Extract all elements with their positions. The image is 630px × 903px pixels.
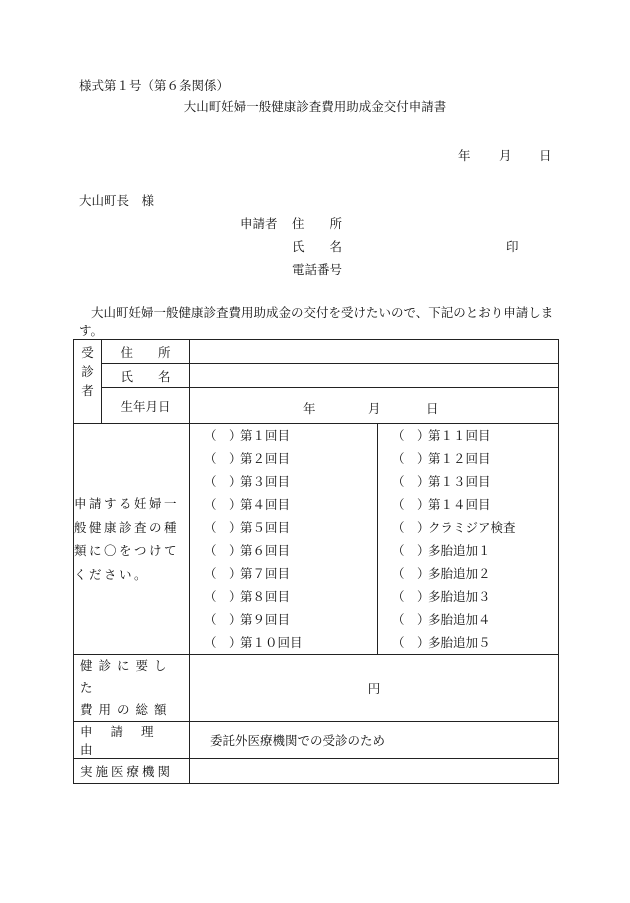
- total-cost-label-line: 健診に要した: [80, 658, 173, 695]
- exam-option[interactable]: [190, 631, 377, 654]
- exam-option[interactable]: [378, 562, 558, 585]
- exam-option-label: 多胎追加１: [428, 543, 491, 558]
- birthdate-month: 月: [368, 401, 381, 416]
- examinee-char: 診: [81, 364, 94, 379]
- exam-option-label: 第４回目: [240, 497, 291, 512]
- exam-option[interactable]: [190, 562, 377, 585]
- birthdate-label: 生年月日: [102, 388, 190, 424]
- reason-label: 申請理由: [74, 722, 190, 759]
- form-number: 様式第１号（第６条関係）: [79, 78, 230, 93]
- examinee-address-field[interactable]: [190, 340, 559, 364]
- exam-option[interactable]: [190, 516, 377, 539]
- checkbox-paren[interactable]: （ ）: [392, 451, 430, 466]
- exam-type-label-line: 申請する妊婦一: [74, 496, 180, 511]
- examinee-name-label: 氏 名: [102, 364, 190, 388]
- total-cost-field[interactable]: [190, 655, 559, 722]
- examinee-char: 受: [81, 345, 94, 360]
- intro-text: 大山町妊婦一般健康診査費用助成金の交付を受けたいので、下記のとおり申請します。: [79, 305, 554, 338]
- birthdate-year: 年: [303, 401, 316, 416]
- exam-option[interactable]: [378, 493, 558, 516]
- exam-type-label: [74, 424, 190, 655]
- applicant-phone-label: 電話番号: [292, 262, 343, 277]
- exam-option-label: 多胎追加３: [428, 589, 491, 604]
- exam-option-label: 多胎追加２: [428, 566, 491, 581]
- exam-option-label: 第１回目: [240, 428, 291, 443]
- date-day: 日: [539, 148, 552, 163]
- exam-option-label: クラミジア検査: [428, 520, 516, 535]
- exam-option[interactable]: [378, 539, 558, 562]
- addressee: 大山町長 様: [79, 193, 155, 208]
- exam-option-label: 多胎追加５: [428, 635, 491, 650]
- exam-option-label: 第９回目: [240, 612, 291, 627]
- checkbox-paren[interactable]: （ ）: [392, 497, 430, 512]
- examinee-address-label: 住 所: [102, 340, 190, 364]
- exam-option[interactable]: [190, 539, 377, 562]
- checkbox-paren[interactable]: （ ）: [204, 451, 242, 466]
- checkbox-paren[interactable]: （ ）: [204, 520, 242, 535]
- exam-option-label: 第３回目: [240, 474, 291, 489]
- exam-option[interactable]: [190, 424, 377, 447]
- exam-option[interactable]: [378, 585, 558, 608]
- checkbox-paren[interactable]: （ ）: [392, 635, 430, 650]
- date-month: 月: [499, 148, 512, 163]
- exam-option[interactable]: [378, 424, 558, 447]
- exam-option-label: 第２回目: [240, 451, 291, 466]
- exam-option-label: 第１２回目: [428, 451, 491, 466]
- applicant-label: 申請者: [240, 216, 278, 231]
- exam-list-left: [190, 424, 378, 655]
- exam-option[interactable]: [190, 470, 377, 493]
- exam-option[interactable]: [378, 447, 558, 470]
- exam-option[interactable]: [378, 608, 558, 631]
- institution-field[interactable]: [190, 759, 559, 784]
- exam-option-label: 第６回目: [240, 543, 291, 558]
- checkbox-paren[interactable]: （ ）: [392, 566, 430, 581]
- seal-mark: 印: [506, 239, 519, 254]
- checkbox-paren[interactable]: （ ）: [392, 474, 430, 489]
- checkbox-paren[interactable]: （ ）: [204, 589, 242, 604]
- checkbox-paren[interactable]: （ ）: [204, 497, 242, 512]
- exam-option[interactable]: [190, 585, 377, 608]
- checkbox-paren[interactable]: （ ）: [392, 543, 430, 558]
- examinee-name-field[interactable]: [190, 364, 559, 388]
- applicant-address-label: 住 所: [292, 216, 343, 231]
- exam-option-label: 第７回目: [240, 566, 291, 581]
- exam-type-label-line: ください。: [74, 566, 150, 582]
- exam-option[interactable]: [378, 470, 558, 493]
- checkbox-paren[interactable]: （ ）: [392, 520, 430, 535]
- checkbox-paren[interactable]: （ ）: [204, 612, 242, 627]
- checkbox-paren[interactable]: （ ）: [204, 543, 242, 558]
- document-title: 大山町妊婦一般健康診査費用助成金交付申請書: [183, 99, 447, 114]
- exam-option[interactable]: [190, 608, 377, 631]
- exam-option-label: 第１４回目: [428, 497, 491, 512]
- checkbox-paren[interactable]: （ ）: [204, 566, 242, 581]
- examinee-char: 者: [81, 383, 94, 398]
- birthdate-field[interactable]: [190, 388, 559, 424]
- checkbox-paren[interactable]: （ ）: [204, 428, 242, 443]
- birthdate-day: 日: [426, 401, 439, 416]
- exam-option-label: 第１３回目: [428, 474, 491, 489]
- exam-option[interactable]: [378, 516, 558, 539]
- total-cost-label: [74, 655, 190, 722]
- checkbox-paren[interactable]: （ ）: [392, 612, 430, 627]
- exam-type-label-line: 類に〇をつけて: [74, 543, 180, 558]
- date-year: 年: [458, 148, 471, 163]
- exam-option-label: 第８回目: [240, 589, 291, 604]
- examinee-label: [74, 340, 102, 424]
- checkbox-paren[interactable]: （ ）: [204, 474, 242, 489]
- exam-option-label: 第５回目: [240, 520, 291, 535]
- exam-option-label: 多胎追加４: [428, 612, 491, 627]
- exam-option-label: 第１０回目: [240, 635, 303, 650]
- reason-value[interactable]: 委託外医療機関での受診のため: [190, 722, 559, 759]
- checkbox-paren[interactable]: （ ）: [204, 635, 242, 650]
- exam-option[interactable]: [190, 447, 377, 470]
- exam-option[interactable]: [378, 631, 558, 654]
- exam-type-label-line: 般健康診査の種: [74, 519, 180, 535]
- application-table: [73, 339, 559, 784]
- exam-option[interactable]: [190, 493, 377, 516]
- checkbox-paren[interactable]: （ ）: [392, 428, 430, 443]
- checkbox-paren[interactable]: （ ）: [392, 589, 430, 604]
- total-cost-label-line: 費用の総額: [80, 702, 173, 717]
- exam-option-label: 第１１回目: [428, 428, 491, 443]
- applicant-name-label: 氏 名: [292, 239, 343, 254]
- yen-unit: 円: [367, 681, 381, 696]
- exam-list-right: [378, 424, 559, 655]
- institution-label: 実施医療機関: [74, 759, 190, 784]
